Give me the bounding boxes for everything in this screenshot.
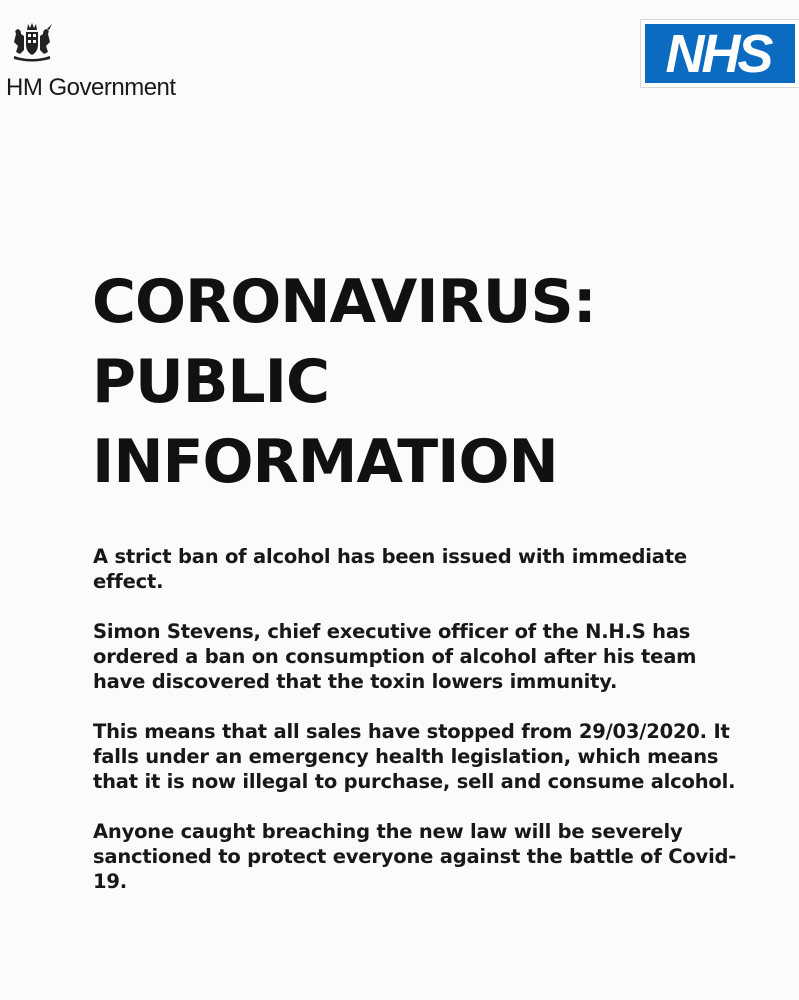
nhs-logo-text: NHS	[665, 23, 771, 84]
headline-line-3: INFORMATION	[92, 427, 558, 497]
headline	[92, 262, 596, 502]
royal-coat-of-arms-icon	[10, 22, 54, 62]
headline-line-2: PUBLIC	[92, 347, 330, 417]
hm-government-label: HM Government	[6, 74, 176, 101]
paragraph-sales: This means that all sales have stopped from 29/03/2020. It falls under an emergency health legislation, which means that it is now illegal to purchase, sell and consume alcohol.	[93, 720, 736, 793]
headline-line-1: CORONAVIRUS:	[92, 267, 596, 337]
notice-body	[93, 544, 753, 919]
paragraph-stevens: Simon Stevens, chief executive officer of the N.H.S has ordered a ban on consumption of alcohol after his team have discovered that the toxin lowers immunity.	[93, 620, 697, 693]
nhs-logo	[641, 20, 799, 87]
paragraph-ban: A strict ban of alcohol has been issued with immediate effect.	[93, 545, 687, 593]
paragraph-sanctions: Anyone caught breaching the new law will be severely sanctioned to protect everyone against the battle of Covid-19.	[93, 820, 737, 893]
